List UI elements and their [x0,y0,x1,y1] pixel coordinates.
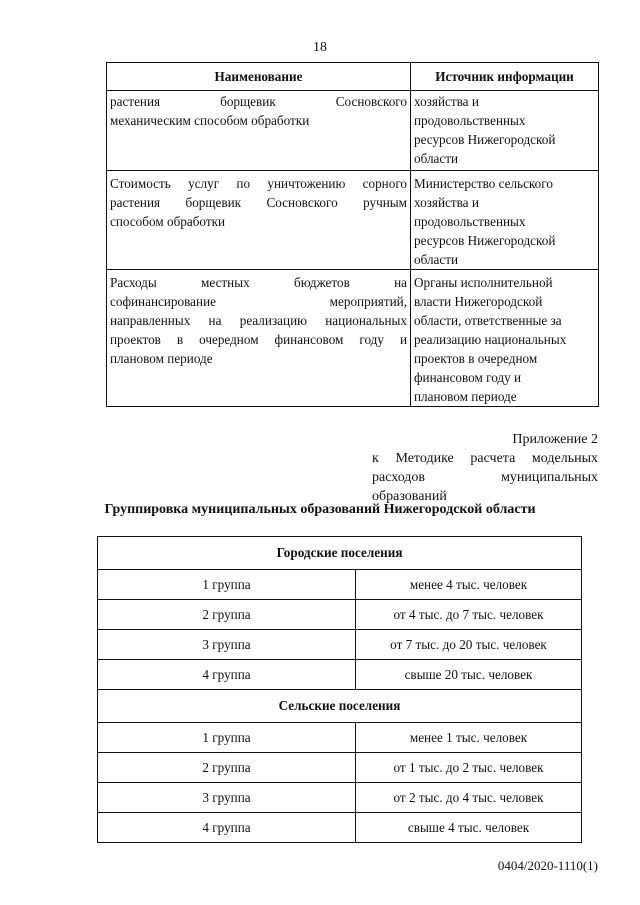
text-line: продовольственных [414,113,526,128]
group-cell: 1 группа [98,723,356,753]
appendix-line: Приложение 2 [512,432,598,447]
text-line: реализацию национальных [414,332,567,347]
text-line: области, ответственные за [414,313,562,328]
text-line: Органы исполнительной [414,275,553,290]
text-line: власти Нижегородской [414,294,543,309]
text-line: растения борщевик Сосновского ручным [110,195,407,210]
text-line: хозяйства и [414,195,479,210]
text-line: хозяйства и [414,94,479,109]
appendix-line: к Методике расчета модельных [372,451,598,466]
range-cell: менее 4 тыс. человек [356,570,582,600]
appendix-line: расходов муниципальных [372,470,598,485]
row-source-cell [411,171,599,270]
grouping-table [97,536,582,843]
table-row [107,91,599,171]
section-heading: Группировка муниципальных образований Нижегородской области [104,502,536,517]
text-line: Расходы местных бюджетов на [110,275,407,290]
text-line: растения борщевик Сосновского [110,94,407,109]
header-source: Источник информации [411,63,599,91]
group-cell: 2 группа [98,600,356,630]
group-cell: 3 группа [98,783,356,813]
text-line: области [414,151,459,166]
row-source-cell [411,91,599,171]
text-line: ресурсов Нижегородской [414,233,556,248]
text-line: финансовом году и [414,370,522,385]
text-line: Стоимость услуг по уничтожению сорного [110,176,407,191]
group-cell: 4 группа [98,813,356,843]
table-row [98,660,582,690]
table-header-row [107,63,599,91]
document-code: 0404/2020-1110(1) [497,858,598,873]
row-name-cell [107,270,411,407]
appendix-line: образований [372,489,447,504]
range-cell: от 7 тыс. до 20 тыс. человек [356,630,582,660]
section-row [98,690,582,723]
text-line: проектов в очередном финансовом году и [110,332,407,347]
range-cell: от 4 тыс. до 7 тыс. человек [356,600,582,630]
text-line: плановом периоде [414,389,517,404]
range-cell: менее 1 тыс. человек [356,723,582,753]
table-row [107,171,599,270]
group-cell: 3 группа [98,630,356,660]
table-row [98,600,582,630]
section-title-urban: Городские поселения [98,537,582,570]
text-line: направленных на реализацию национальных [110,313,407,328]
text-line: области [414,252,459,267]
section-title-rural: Сельские поселения [98,690,582,723]
group-cell: 2 группа [98,753,356,783]
text-line: Министерство сельского [414,176,553,191]
page-number: 18 [313,40,327,55]
indicators-table [106,62,599,407]
row-name-cell [107,91,411,171]
text-line: ресурсов Нижегородской [414,132,556,147]
text-line: плановом периоде [110,351,213,366]
table-row [98,630,582,660]
appendix-caption [372,430,598,506]
section-row [98,537,582,570]
text-line: способом обработки [110,214,226,229]
range-cell: свыше 4 тыс. человек [356,813,582,843]
table-row [98,783,582,813]
text-line: софинансирование мероприятий, [110,294,407,309]
text-line: проектов в очередном [414,351,538,366]
range-cell: от 1 тыс. до 2 тыс. человек [356,753,582,783]
range-cell: свыше 20 тыс. человек [356,660,582,690]
group-cell: 4 группа [98,660,356,690]
range-cell: от 2 тыс. до 4 тыс. человек [356,783,582,813]
table-row [98,813,582,843]
text-line: механическим способом обработки [110,113,310,128]
row-source-cell [411,270,599,407]
header-name: Наименование [107,63,411,91]
table-row [98,570,582,600]
table-row [98,753,582,783]
table-row [98,723,582,753]
text-line: продовольственных [414,214,526,229]
group-cell: 1 группа [98,570,356,600]
row-name-cell [107,171,411,270]
table-row [107,270,599,407]
